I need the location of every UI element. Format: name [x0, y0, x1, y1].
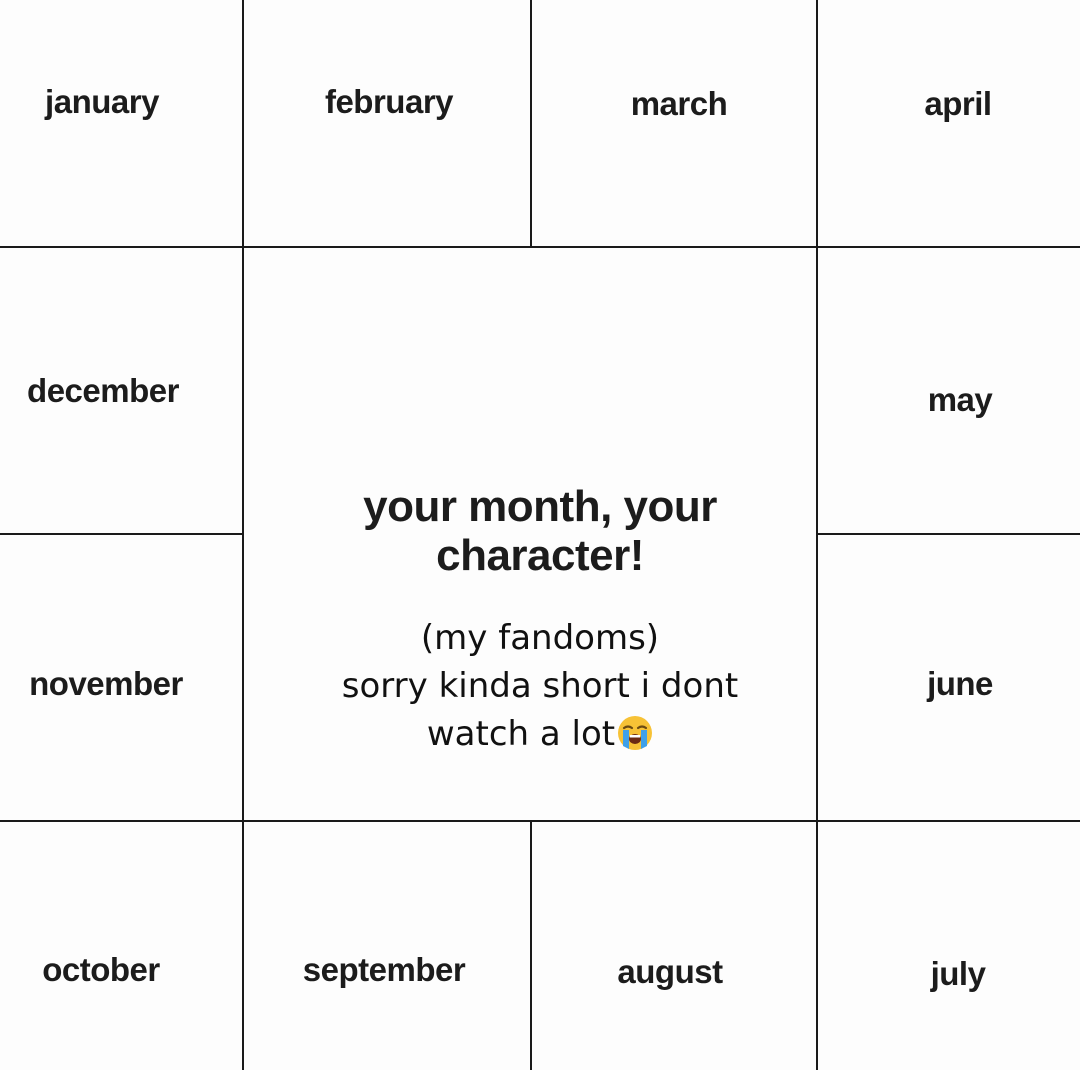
grid-line	[0, 533, 244, 535]
month-label-march: march	[630, 85, 728, 122]
subtitle-line: sorry kinda short i dont	[341, 666, 739, 706]
month-label-september: september	[302, 951, 466, 988]
month-label-october: october	[42, 951, 160, 988]
month-label-may: may	[927, 381, 993, 418]
grid-line	[0, 246, 1080, 248]
loudly-crying-face-icon	[617, 715, 653, 764]
month-label-november: november	[29, 665, 183, 702]
grid-line	[816, 533, 1080, 535]
grid-line	[530, 0, 532, 247]
grid-line	[816, 0, 818, 1070]
month-label-april: april	[924, 85, 992, 122]
grid-line	[530, 821, 532, 1070]
month-label-january: january	[45, 83, 159, 120]
grid-line	[242, 0, 244, 1070]
month-label-february: february	[324, 83, 454, 120]
month-label-december: december	[27, 372, 179, 409]
subtitle-line: (my fandoms)	[420, 618, 660, 658]
month-label-july: july	[930, 955, 986, 992]
subtitle-line	[280, 710, 800, 764]
subtitle-line-text: watch a lot	[426, 714, 616, 754]
subtitle-caption	[280, 614, 800, 764]
page-title: your month, your character!	[363, 482, 717, 580]
grid-line	[0, 820, 1080, 822]
month-label-august: august	[617, 953, 723, 990]
month-label-june: june	[927, 665, 993, 702]
